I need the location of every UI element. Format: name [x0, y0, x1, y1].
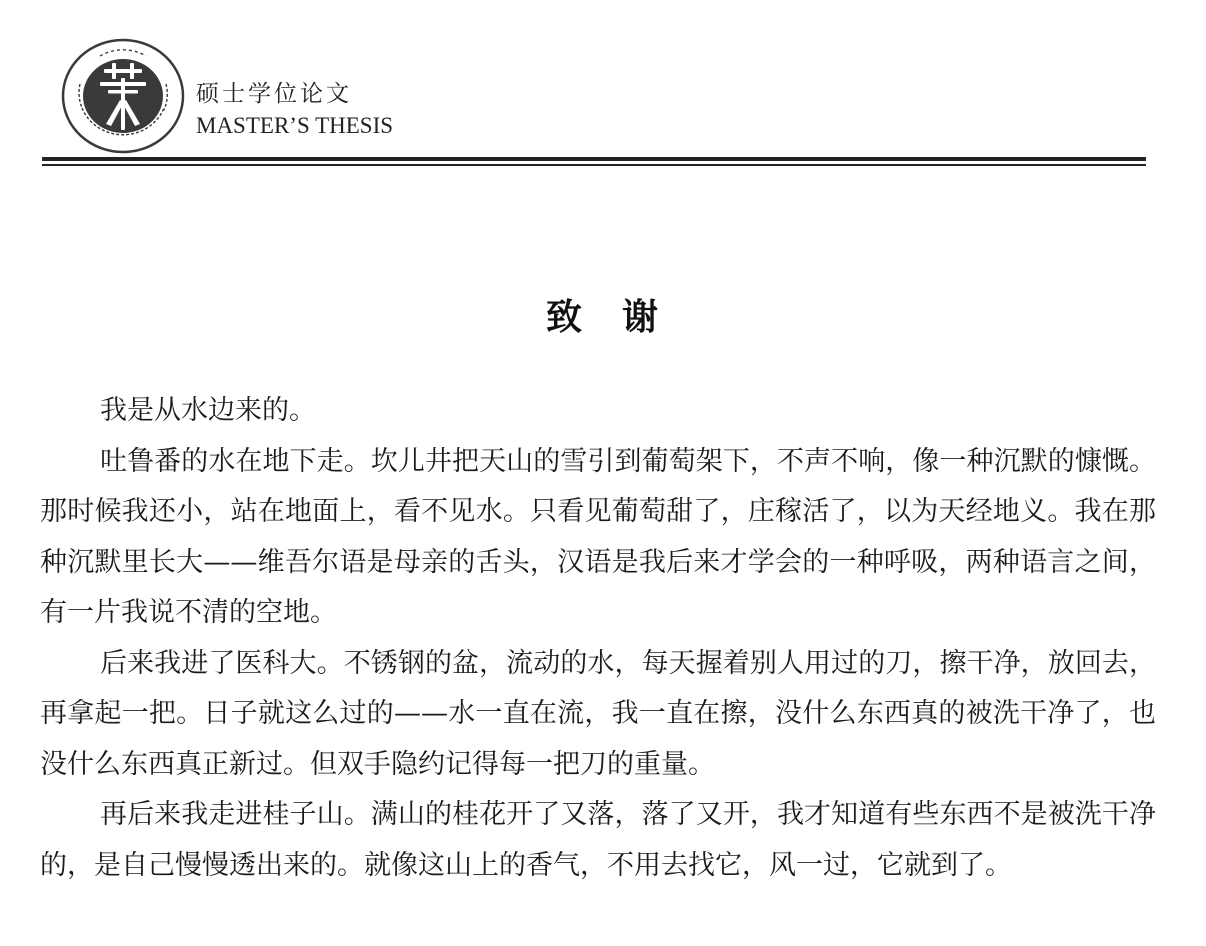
paragraph: 吐鲁番的水在地下走。坎儿井把天山的雪引到葡萄架下，不声不响，像一种沉默的慷慨。那时候我还小，站在地面上，看不见水。只看见葡萄甜了，庄稼活了，以为天经地义。我在那种沉默里长大——维吾尔语是母亲的舌头，汉语是我后来才学会的一种呼吸，两种语言之间，有一片我说不清的空地。: [40, 445, 1156, 628]
page-title: 致 谢: [545, 297, 660, 338]
university-seal-icon: [60, 38, 186, 154]
thesis-type-en: MASTER’S THESIS: [196, 113, 394, 138]
paragraph: 再后来我走进桂子山。满山的桂花开了又落，落了又开，我才知道有些东西不是被洗干净的，是自己慢慢透出来的。就像这山上的香气，不用去找它，风一过，它就到了。: [40, 799, 1156, 881]
acknowledgement-body: [40, 386, 1156, 891]
paragraph: 我是从水边来的。: [100, 395, 316, 426]
university-logo: [60, 38, 186, 154]
header-rule-thin: [42, 164, 1146, 166]
header-rule-thick: [42, 157, 1146, 161]
paragraph: 后来我进了医科大。不锈钢的盆，流动的水，每天握着别人用过的刀，擦干净，放回去，再拿起一把。日子就这么过的——水一直在流，我一直在擦，没什么东西真的被洗干净了，也没什么东西真正新过。但双手隐约记得每一把刀的重量。: [40, 647, 1156, 780]
thesis-type-cn: 硕士学位论文: [196, 81, 352, 107]
thesis-header: [0, 0, 1206, 170]
